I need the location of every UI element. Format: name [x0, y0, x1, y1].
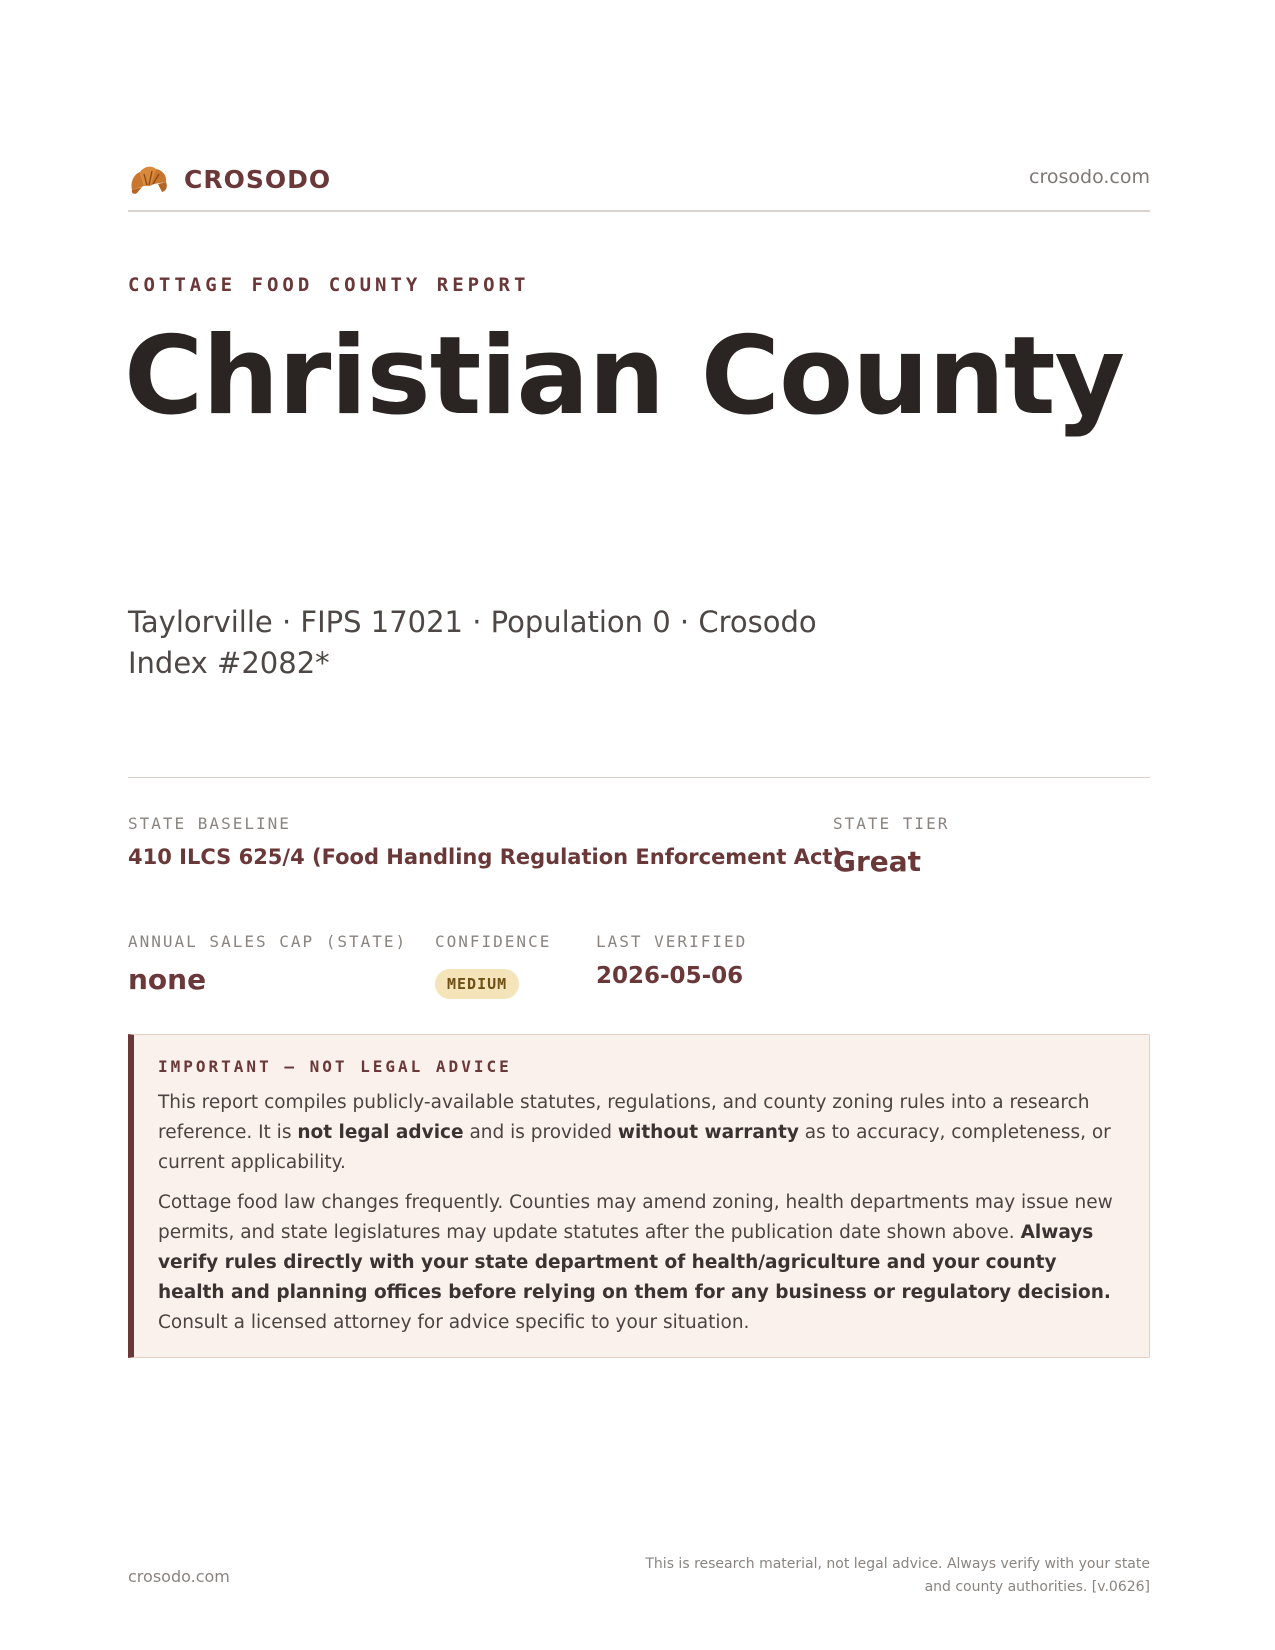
report-page — [124, 0, 1150, 1650]
divider — [128, 777, 1150, 778]
state-tier-label: STATE TIER — [833, 814, 950, 833]
brand[interactable] — [128, 160, 331, 198]
footer-site[interactable]: crosodo.com — [128, 1567, 230, 1586]
notice-text: Consult a licensed attorney for advice specific to your situation. — [158, 1312, 750, 1333]
page-header — [128, 160, 1150, 212]
notice-paragraph-2 — [158, 1188, 1123, 1338]
notice-text: and is provided — [463, 1122, 618, 1143]
notice-emphasis: Always verify rules directly with your state department of health/agriculture and your county health and planning offices before relying on them for any business or regulatory decision. — [158, 1222, 1111, 1303]
last-verified-label: LAST VERIFIED — [596, 932, 748, 951]
brand-name: CROSODO — [184, 164, 332, 194]
county-subtitle: Taylorville · FIPS 17021 · Population 0 · Crosodo Index #2082* — [128, 605, 817, 680]
notice-paragraph-1 — [158, 1088, 1123, 1178]
notice-title: IMPORTANT — NOT LEGAL ADVICE — [158, 1057, 512, 1076]
footer-disclaimer-line: This is research material, not legal advice. Always verify with your state — [645, 1556, 1150, 1572]
state-tier-value: Great — [833, 845, 922, 878]
last-verified-field — [596, 932, 747, 989]
confidence-badge: MEDIUM — [435, 969, 519, 999]
state-baseline-label: STATE BASELINE — [128, 814, 291, 833]
state-baseline-value: 410 ILCS 625/4 (Food Handling Regulation Enforcement Act) — [128, 845, 843, 869]
state-baseline-field — [128, 814, 842, 869]
sales-cap-value: none — [128, 963, 207, 996]
notice-text: Cottage food law changes frequently. Counties may amend zoning, health departments may issue new permits, and state legislatures may update statutes after the publication date shown above. — [158, 1192, 1113, 1243]
croissant-icon — [128, 160, 170, 198]
state-tier-field — [833, 814, 949, 878]
confidence-field — [435, 932, 551, 999]
notice-text: as to accuracy, completeness, or current applicability. — [158, 1122, 1111, 1173]
page-title: Christian County — [124, 314, 1124, 439]
site-link[interactable]: crosodo.com — [1029, 166, 1150, 188]
last-verified-value: 2026-05-06 — [596, 963, 744, 989]
notice-emphasis: without warranty — [617, 1122, 799, 1143]
confidence-label: CONFIDENCE — [435, 932, 552, 951]
sales-cap-field — [128, 932, 407, 996]
footer-disclaimer — [590, 1553, 1150, 1599]
legal-notice — [128, 1034, 1150, 1358]
notice-emphasis: not legal advice — [297, 1122, 464, 1143]
sales-cap-label: ANNUAL SALES CAP (STATE) — [128, 932, 408, 951]
footer-disclaimer-line: and county authorities. [v.0626] — [924, 1579, 1150, 1595]
report-kicker: COTTAGE FOOD COUNTY REPORT — [128, 274, 530, 296]
notice-text: This report compiles publicly-available statutes, regulations, and county zoning rules into a research reference. It is — [158, 1092, 1090, 1143]
